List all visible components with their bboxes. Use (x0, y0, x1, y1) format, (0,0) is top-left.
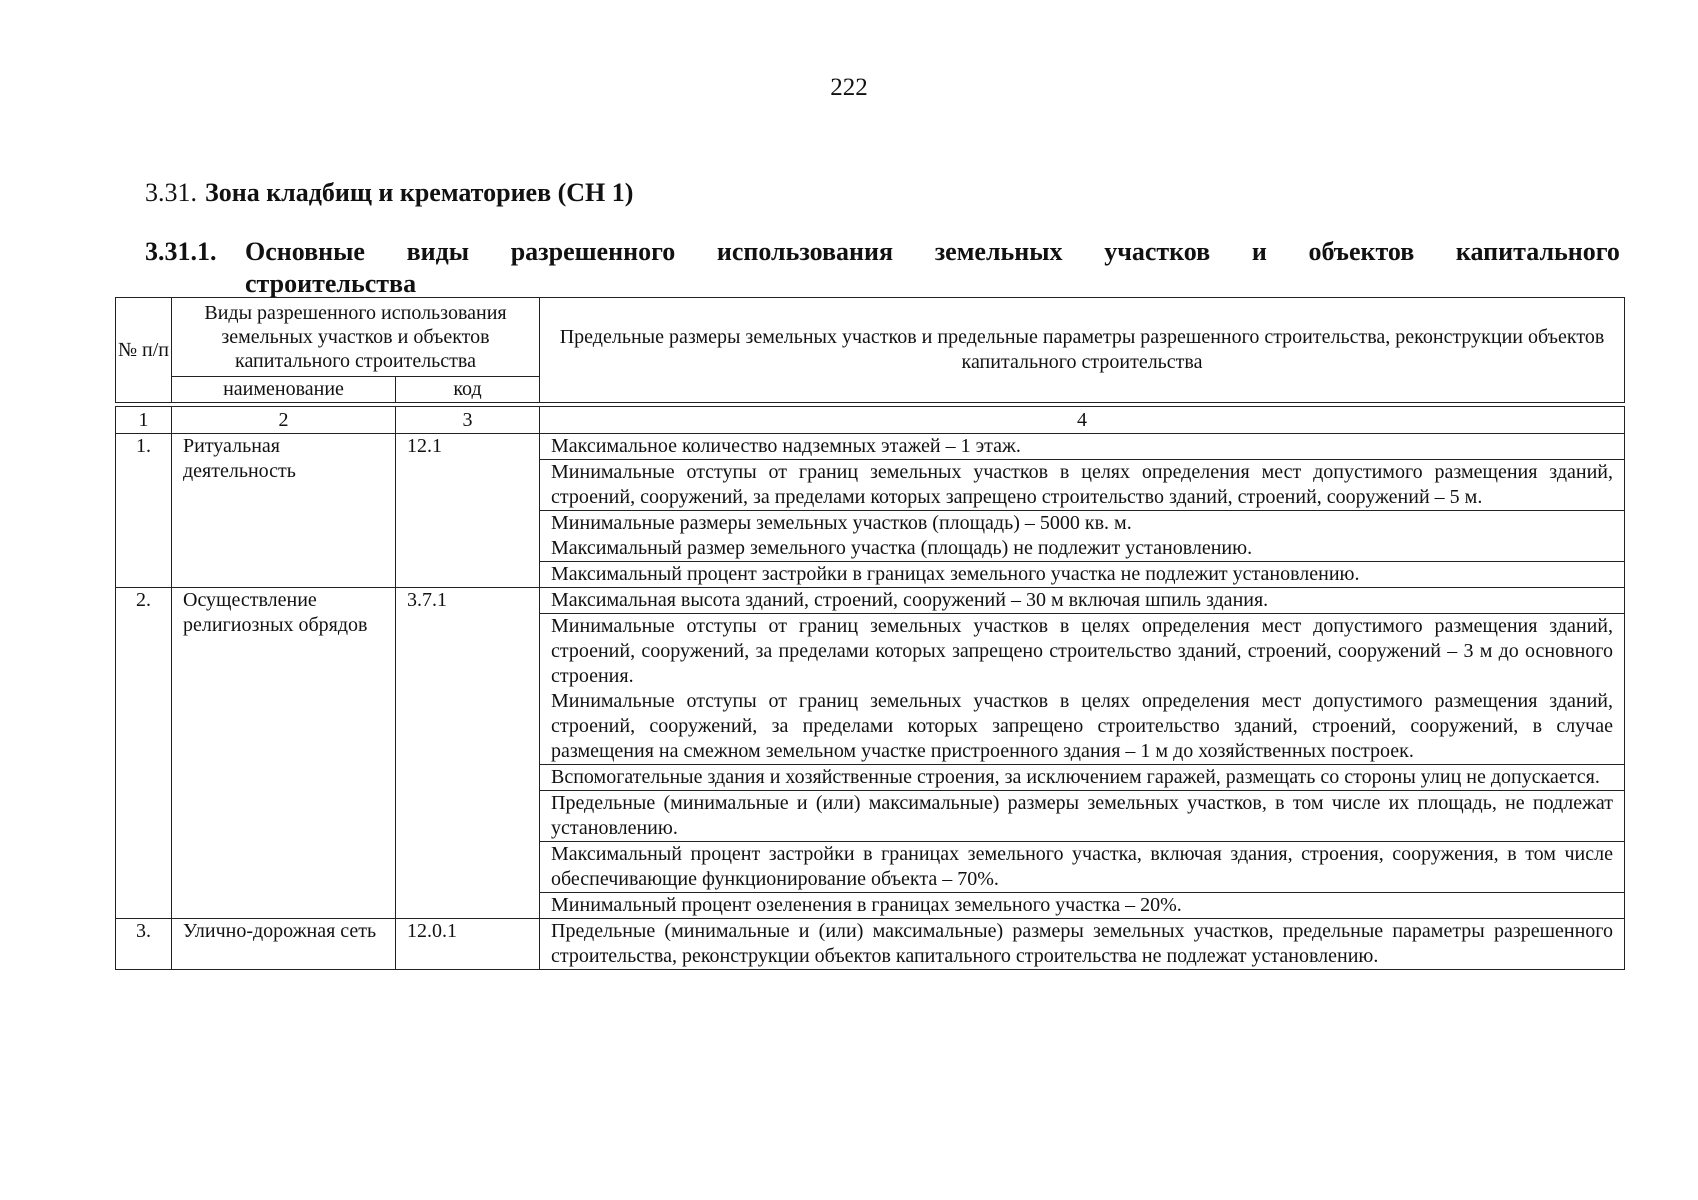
param-cell (540, 791, 1625, 842)
param-text: Минимальные отступы от границ земельных участков в целях определения мест допустимого размещения зданий, строений, сооружений, за пределами которых запрещено строительство зданий, строений, сооружений, в случае размещения на смежном земельном участке пристроенного здания – 1 м до хозяйственных построек. (551, 690, 1613, 762)
page-number: 222 (830, 74, 868, 101)
row-index: 3. (116, 919, 172, 970)
permitted-use-table (115, 406, 1625, 970)
row-code: 12.1 (396, 434, 540, 588)
table-row (116, 919, 1625, 970)
section-title-word: использования (716, 237, 894, 266)
param-text: Минимальные отступы от границ земельных участков в целях определения мест допустимого размещения зданий, строений, сооружений, за пределами которых запрещено строительство зданий, строений, сооружений – 3 м до основного строения. (551, 615, 1613, 687)
section-title-word: и (1251, 237, 1267, 266)
param-text: Максимальный процент застройки в границах земельного участка, включая здания, строения, сооружения, в том числе обеспечивающие функционирование объекта – 70%. (551, 843, 1613, 890)
row-name: Ритуальная деятельность (172, 434, 396, 588)
section-title-word: участков (1104, 237, 1211, 266)
param-text: Максимальная высота зданий, строений, сооружений – 30 м включая шпиль здания. (551, 589, 1269, 611)
column-number: 2 (172, 407, 396, 434)
header-code: код (396, 377, 540, 403)
param-text: Максимальный размер земельного участка (площадь) не подлежит установлению. (551, 537, 1253, 559)
zone-number: 3.31. (145, 178, 197, 207)
param-cell (540, 460, 1625, 511)
table-row (116, 588, 1625, 614)
section-title-word: объектов (1308, 237, 1415, 266)
param-cell (540, 588, 1625, 614)
section-title-word: Основные (245, 237, 365, 266)
section-title-word: капитального (1455, 237, 1620, 266)
zone-title (145, 178, 633, 208)
section-number: 3.31.1. (145, 237, 217, 266)
param-text: Предельные (минимальные и (или) максимальные) размеры земельных участков, предельные параметры разрешенного строительства, реконструкции объектов капитального строительства не подлежат установлению. (551, 920, 1613, 967)
param-cell (540, 614, 1625, 765)
param-text: Минимальные размеры земельных участков (площадь) – 5000 кв. м. (551, 512, 1132, 534)
column-number: 3 (396, 407, 540, 434)
row-name: Улично-дорожная сеть (172, 919, 396, 970)
param-cell (540, 562, 1625, 588)
column-number-row (116, 407, 1625, 434)
param-text: Минимальный процент озеленения в границах земельного участка – 20%. (551, 894, 1182, 916)
param-cell (540, 511, 1625, 562)
param-text: Предельные (минимальные и (или) максимальные) размеры земельных участков, в том числе их площадь, не подлежат установлению. (551, 792, 1613, 839)
section-title-line1 (245, 236, 1620, 268)
param-cell (540, 893, 1625, 919)
header-name: наименование (172, 377, 396, 403)
column-number: 1 (116, 407, 172, 434)
row-code: 12.0.1 (396, 919, 540, 970)
param-cell (540, 842, 1625, 893)
param-cell (540, 919, 1625, 970)
zone-title-text: Зона кладбищ и крематориев (СН 1) (205, 178, 634, 207)
column-number: 4 (540, 407, 1625, 434)
section-title-word: разрешенного (510, 237, 676, 266)
param-text: Максимальный процент застройки в границах земельного участка не подлежит установлению. (551, 563, 1360, 585)
row-index: 2. (116, 588, 172, 919)
row-name: Осуществление религиозных обрядов (172, 588, 396, 919)
section-title-word: земельных (934, 237, 1063, 266)
header-kinds: Виды разрешенного использования земельных участков и объектов капитального строительства (172, 298, 540, 377)
row-code: 3.7.1 (396, 588, 540, 919)
table-header (115, 297, 1625, 403)
param-cell (540, 434, 1625, 460)
param-text: Вспомогательные здания и хозяйственные строения, за исключением гаражей, размещать со стороны улиц не допускается. (551, 766, 1600, 788)
header-num: № п/п (116, 298, 172, 403)
param-text: Минимальные отступы от границ земельных участков в целях определения мест допустимого размещения зданий, строений, сооружений, за пределами которых запрещено строительство зданий, строений, сооружений – 5 м. (551, 461, 1613, 508)
row-index: 1. (116, 434, 172, 588)
section-title-line2: строительства (245, 269, 417, 298)
param-cell (540, 765, 1625, 791)
section-title (145, 236, 1620, 300)
param-text: Максимальное количество надземных этажей – 1 этаж. (551, 435, 1021, 457)
header-params: Предельные размеры земельных участков и предельные параметры разрешенного строительства, реконструкции объектов капитального строительства (540, 298, 1625, 403)
section-title-word: виды (406, 237, 470, 266)
table-row (116, 434, 1625, 460)
